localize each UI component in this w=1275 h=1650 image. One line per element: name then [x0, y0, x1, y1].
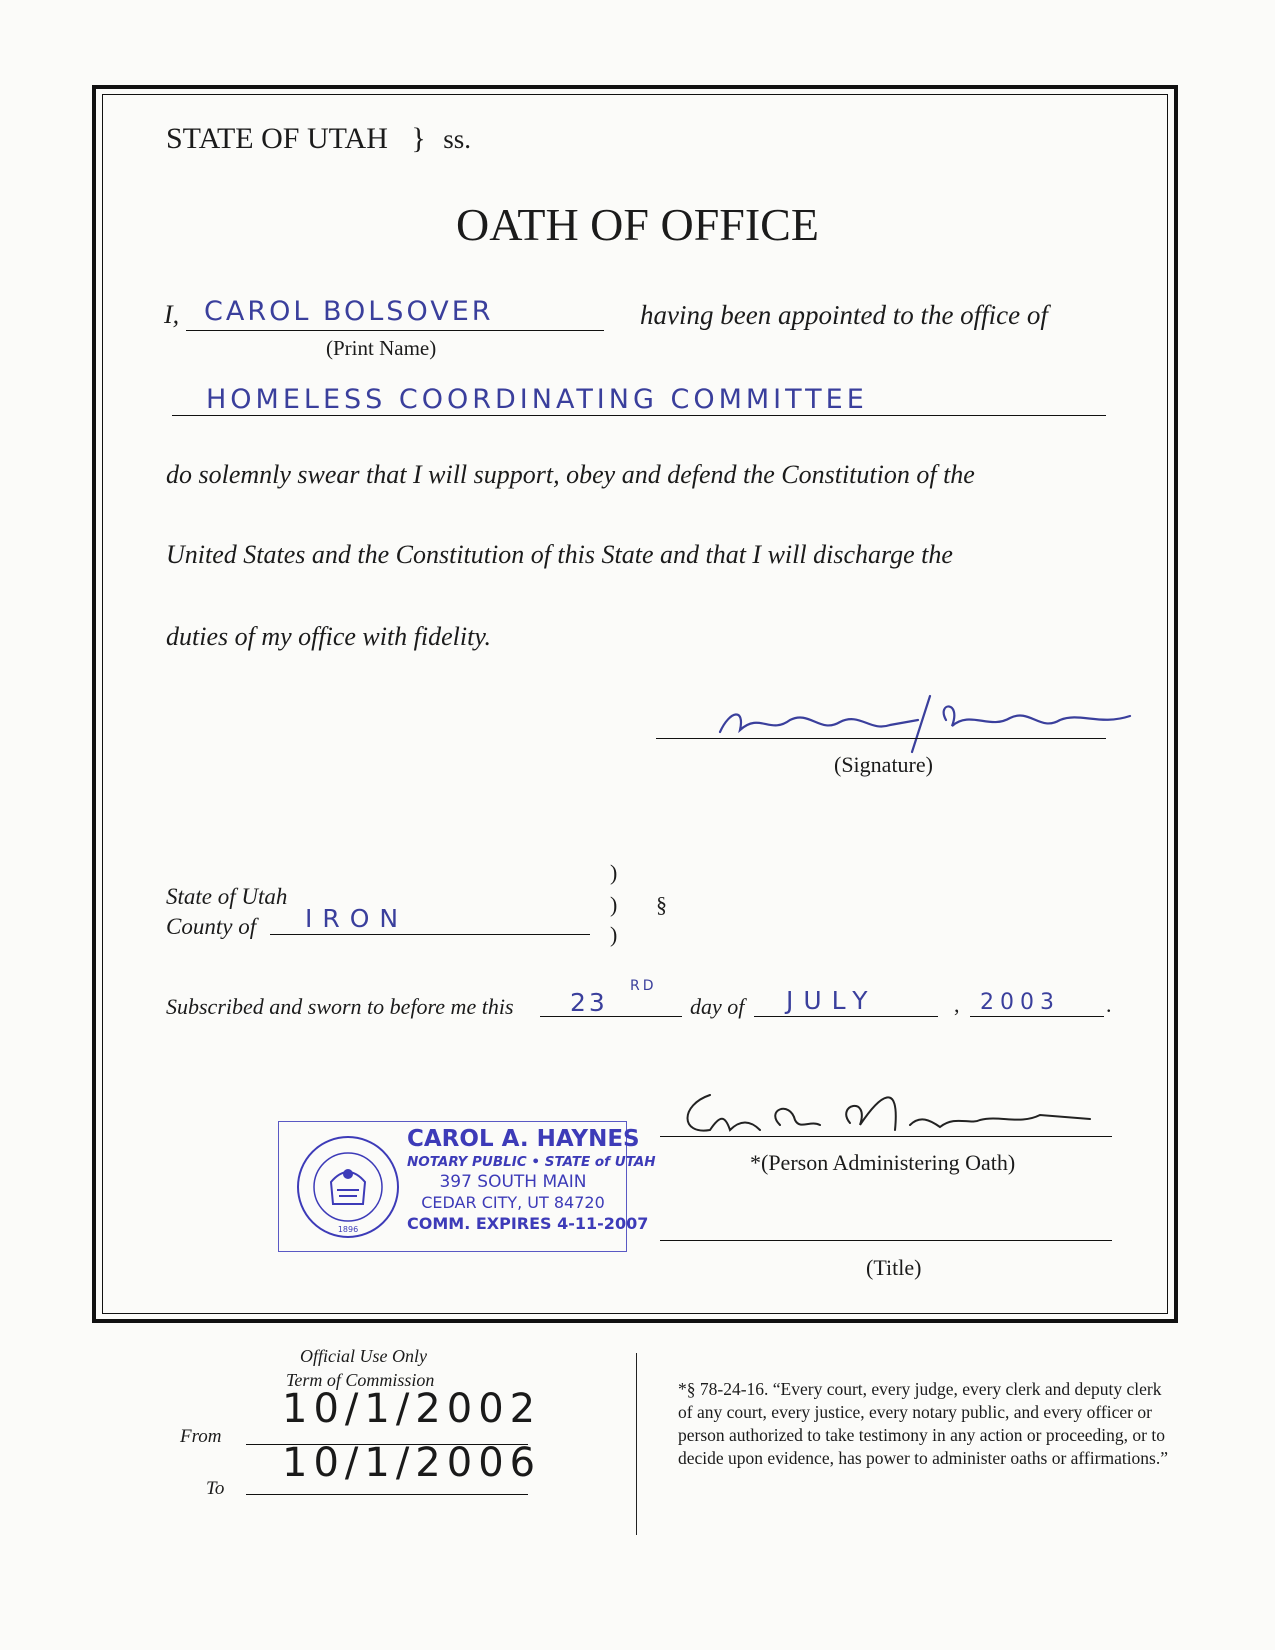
administering-line: [660, 1136, 1112, 1137]
handwritten-year: 2003: [980, 990, 1060, 1015]
section-symbol: §: [656, 892, 667, 917]
month-line: [754, 1016, 938, 1017]
handwritten-to-date: 10/1/2006: [282, 1440, 542, 1486]
oath-body-line-1: do solemnly swear that I will support, obey and defend the Constitution of the: [166, 460, 975, 489]
day-of-label: day of: [690, 994, 745, 1019]
signature-label: (Signature): [834, 752, 933, 777]
handwritten-office: HOMELESS COORDINATING COMMITTEE: [206, 384, 868, 415]
signature-scribble: [700, 690, 1160, 760]
year-line: [970, 1016, 1104, 1017]
from-label: From: [180, 1426, 222, 1447]
oath-prefix: I,: [164, 300, 180, 329]
oath-body-line-2: United States and the Constitution of this State and that I will discharge the: [166, 540, 953, 569]
stamp-line-2: NOTARY PUBLIC • STATE of UTAH: [407, 1154, 656, 1170]
appointed-text: having been appointed to the office of: [640, 300, 1048, 330]
brace: }: [411, 122, 426, 155]
stamp-line-5: COMM. EXPIRES 4-11-2007: [407, 1214, 649, 1233]
stamp-line-4: CEDAR CITY, UT 84720: [421, 1193, 605, 1212]
handwritten-day: 23: [570, 988, 608, 1017]
paren-1: ): [610, 860, 618, 885]
title-label: (Title): [866, 1255, 922, 1280]
signature-line: [656, 738, 1106, 739]
paren-3: ): [610, 922, 618, 947]
administering-signature-scribble: [670, 1075, 1120, 1145]
handwritten-month: JULY: [786, 986, 878, 1015]
print-name-label: (Print Name): [326, 336, 437, 360]
stamp-name: CAROL A. HAYNES: [407, 1126, 640, 1152]
handwritten-from-date: 10/1/2002: [282, 1386, 542, 1432]
office-line: [172, 415, 1106, 416]
venue-state: State of Utah: [166, 884, 288, 909]
paren-2: ): [610, 892, 618, 917]
handwritten-day-suffix: RD: [630, 978, 657, 994]
state-seal-icon: [293, 1132, 403, 1242]
page-title: OATH OF OFFICE: [456, 199, 819, 250]
seal-year: 1896: [337, 1225, 359, 1234]
to-label: To: [206, 1478, 225, 1499]
venue-county-label: County of: [166, 914, 257, 939]
official-use-heading: Official Use Only: [300, 1346, 427, 1366]
footer-divider: [636, 1353, 637, 1535]
state-label: STATE OF UTAH: [166, 122, 388, 155]
name-line: [186, 330, 604, 331]
oath-body-line-3: duties of my office with fidelity.: [166, 622, 491, 651]
term-heading: Term of Commission: [286, 1370, 435, 1390]
to-line: [246, 1494, 528, 1495]
footnote-statute: *§ 78-24-16. “Every court, every judge, every clerk and deputy clerk of any court, every justice, every notary public, and every officer or person authorized to take testimony in any action or proceeding, or to decide upon evidence, has power to administer oaths or affirmations.”: [678, 1379, 1169, 1468]
ss-label: ss.: [443, 124, 472, 154]
subscribed-prefix: Subscribed and sworn to before me this: [166, 994, 514, 1019]
state-header: [166, 122, 471, 156]
day-line: [540, 1016, 682, 1017]
county-line: [270, 934, 590, 935]
handwritten-name: CAROL BOLSOVER: [204, 296, 494, 327]
administering-label: *(Person Administering Oath): [750, 1150, 1016, 1175]
period: .: [1106, 992, 1112, 1017]
handwritten-county: IRON: [305, 904, 409, 933]
stamp-line-3: 397 SOUTH MAIN: [439, 1172, 587, 1192]
notary-stamp: [278, 1121, 656, 1252]
title-line: [660, 1240, 1112, 1241]
year-comma: ,: [954, 992, 960, 1017]
